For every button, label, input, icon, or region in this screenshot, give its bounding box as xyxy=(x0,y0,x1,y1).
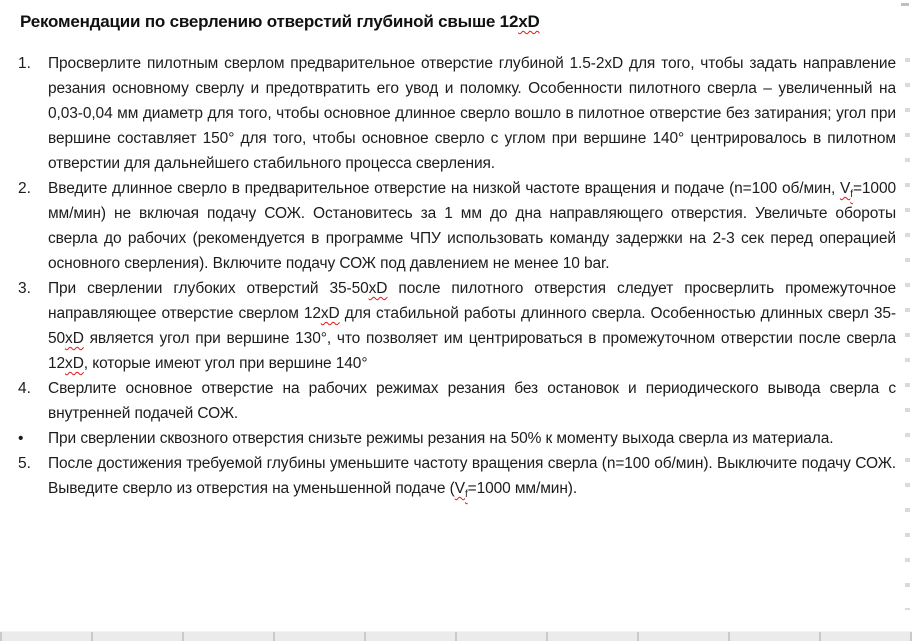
right-edge-artifact xyxy=(905,58,910,610)
text-run: При сверлении глубоких отверстий 35-50 xyxy=(48,280,369,297)
list-item xyxy=(18,176,896,276)
text-run: =1000 мм/мин). xyxy=(467,480,578,497)
spellcheck-flagged-text: f xyxy=(850,189,853,201)
text-run: Сверлите основное отверстие на рабочих режимах резания без остановок и периодического вывода сверла с внутренней подачей СОЖ. xyxy=(48,380,896,422)
list-item-marker: • xyxy=(18,430,24,447)
spellcheck-flagged-text: xD xyxy=(65,330,84,347)
spellcheck-flagged-text: xD xyxy=(65,355,84,372)
list-item-text xyxy=(48,451,896,501)
list-item xyxy=(18,276,896,376)
list-item-text xyxy=(48,276,896,376)
spellcheck-flagged-text: V xyxy=(454,480,465,497)
list-item-text xyxy=(48,376,896,426)
text-run: является угол при вершине 130°, что позволяет им центрироваться в промежуточном отверстии после сверла 12 xyxy=(48,330,896,372)
list-item-marker: 2. xyxy=(18,180,31,197)
list-item-marker: 1. xyxy=(18,55,31,72)
list-item xyxy=(18,51,896,176)
list-item-text xyxy=(48,51,896,176)
text-run: после пилотного отверстия следует просверлить промежуточное направляющее отверстие сверлом 12 xyxy=(48,280,896,322)
list-item-marker: 5. xyxy=(18,455,31,472)
text-run: =1000 мм/мин) не включая подачу СОЖ. Остановитесь за 1 мм до дна направляющего отверстия. Увеличьте обороты сверла до рабочих (рекомендуется в программе ЧПУ использовать команду задержки на 2-3 сек перед операцией основного сверления). Включите подачу СОЖ под давлением не менее 10 bar. xyxy=(48,180,896,272)
text-run: После достижения требуемой глубины уменьшите частоту вращения сверла (n=100 об/мин). Выключите подачу СОЖ. Выведите сверло из отверстия на уменьшенной подаче ( xyxy=(48,455,896,497)
recommendations-list xyxy=(18,51,896,501)
text-run: Рекомендации по сверлению отверстий глубиной свыше 12 xyxy=(20,12,519,31)
spellcheck-flagged-text: xD xyxy=(368,280,388,297)
text-run: Просверлите пилотным сверлом предварительное отверстие глубиной 1.5-2xD для того, чтобы задать направление резания основному сверлу и предотвратить его увод и поломку. Особенности пилотного сверла – увеличенный на 0,03-0,04 мм диаметр для того, чтобы основное длинное сверло вошло в пилотное отверстие без затирания; угол при вершине составляет 150° для того, чтобы основное сверло с углом при вершине 140° центрировалось в пилотном отверстии для дальнейшего стабильного процесса сверления. xyxy=(48,55,896,172)
list-item xyxy=(18,376,896,426)
spellcheck-flagged-text: f xyxy=(464,489,468,501)
spellcheck-flagged-text: V xyxy=(840,180,851,197)
list-item-marker: 3. xyxy=(18,280,31,297)
text-run: для стабильной работы длинного сверла. Особенностью длинных сверл 35-50 xyxy=(48,305,896,347)
list-item-text xyxy=(48,426,896,451)
text-run: Введите длинное сверло в предварительное отверстие на низкой частоте вращения и подаче (n=100 об/мин, xyxy=(48,180,841,197)
list-item-text xyxy=(48,176,896,276)
spellcheck-flagged-text: xD xyxy=(320,305,340,322)
spellcheck-flagged-text: xD xyxy=(518,12,540,31)
list-item-marker: 4. xyxy=(18,380,31,397)
top-right-artifact xyxy=(901,3,909,6)
text-run: , которые имеют угол при вершине 140° xyxy=(83,355,368,372)
page-title xyxy=(20,10,896,34)
text-run: При сверлении сквозного отверстия снизьте режимы резания на 50% к моменту выхода сверла из материала. xyxy=(48,430,834,447)
bottom-strip xyxy=(0,631,912,641)
list-item xyxy=(18,451,896,501)
list-item xyxy=(18,426,896,451)
